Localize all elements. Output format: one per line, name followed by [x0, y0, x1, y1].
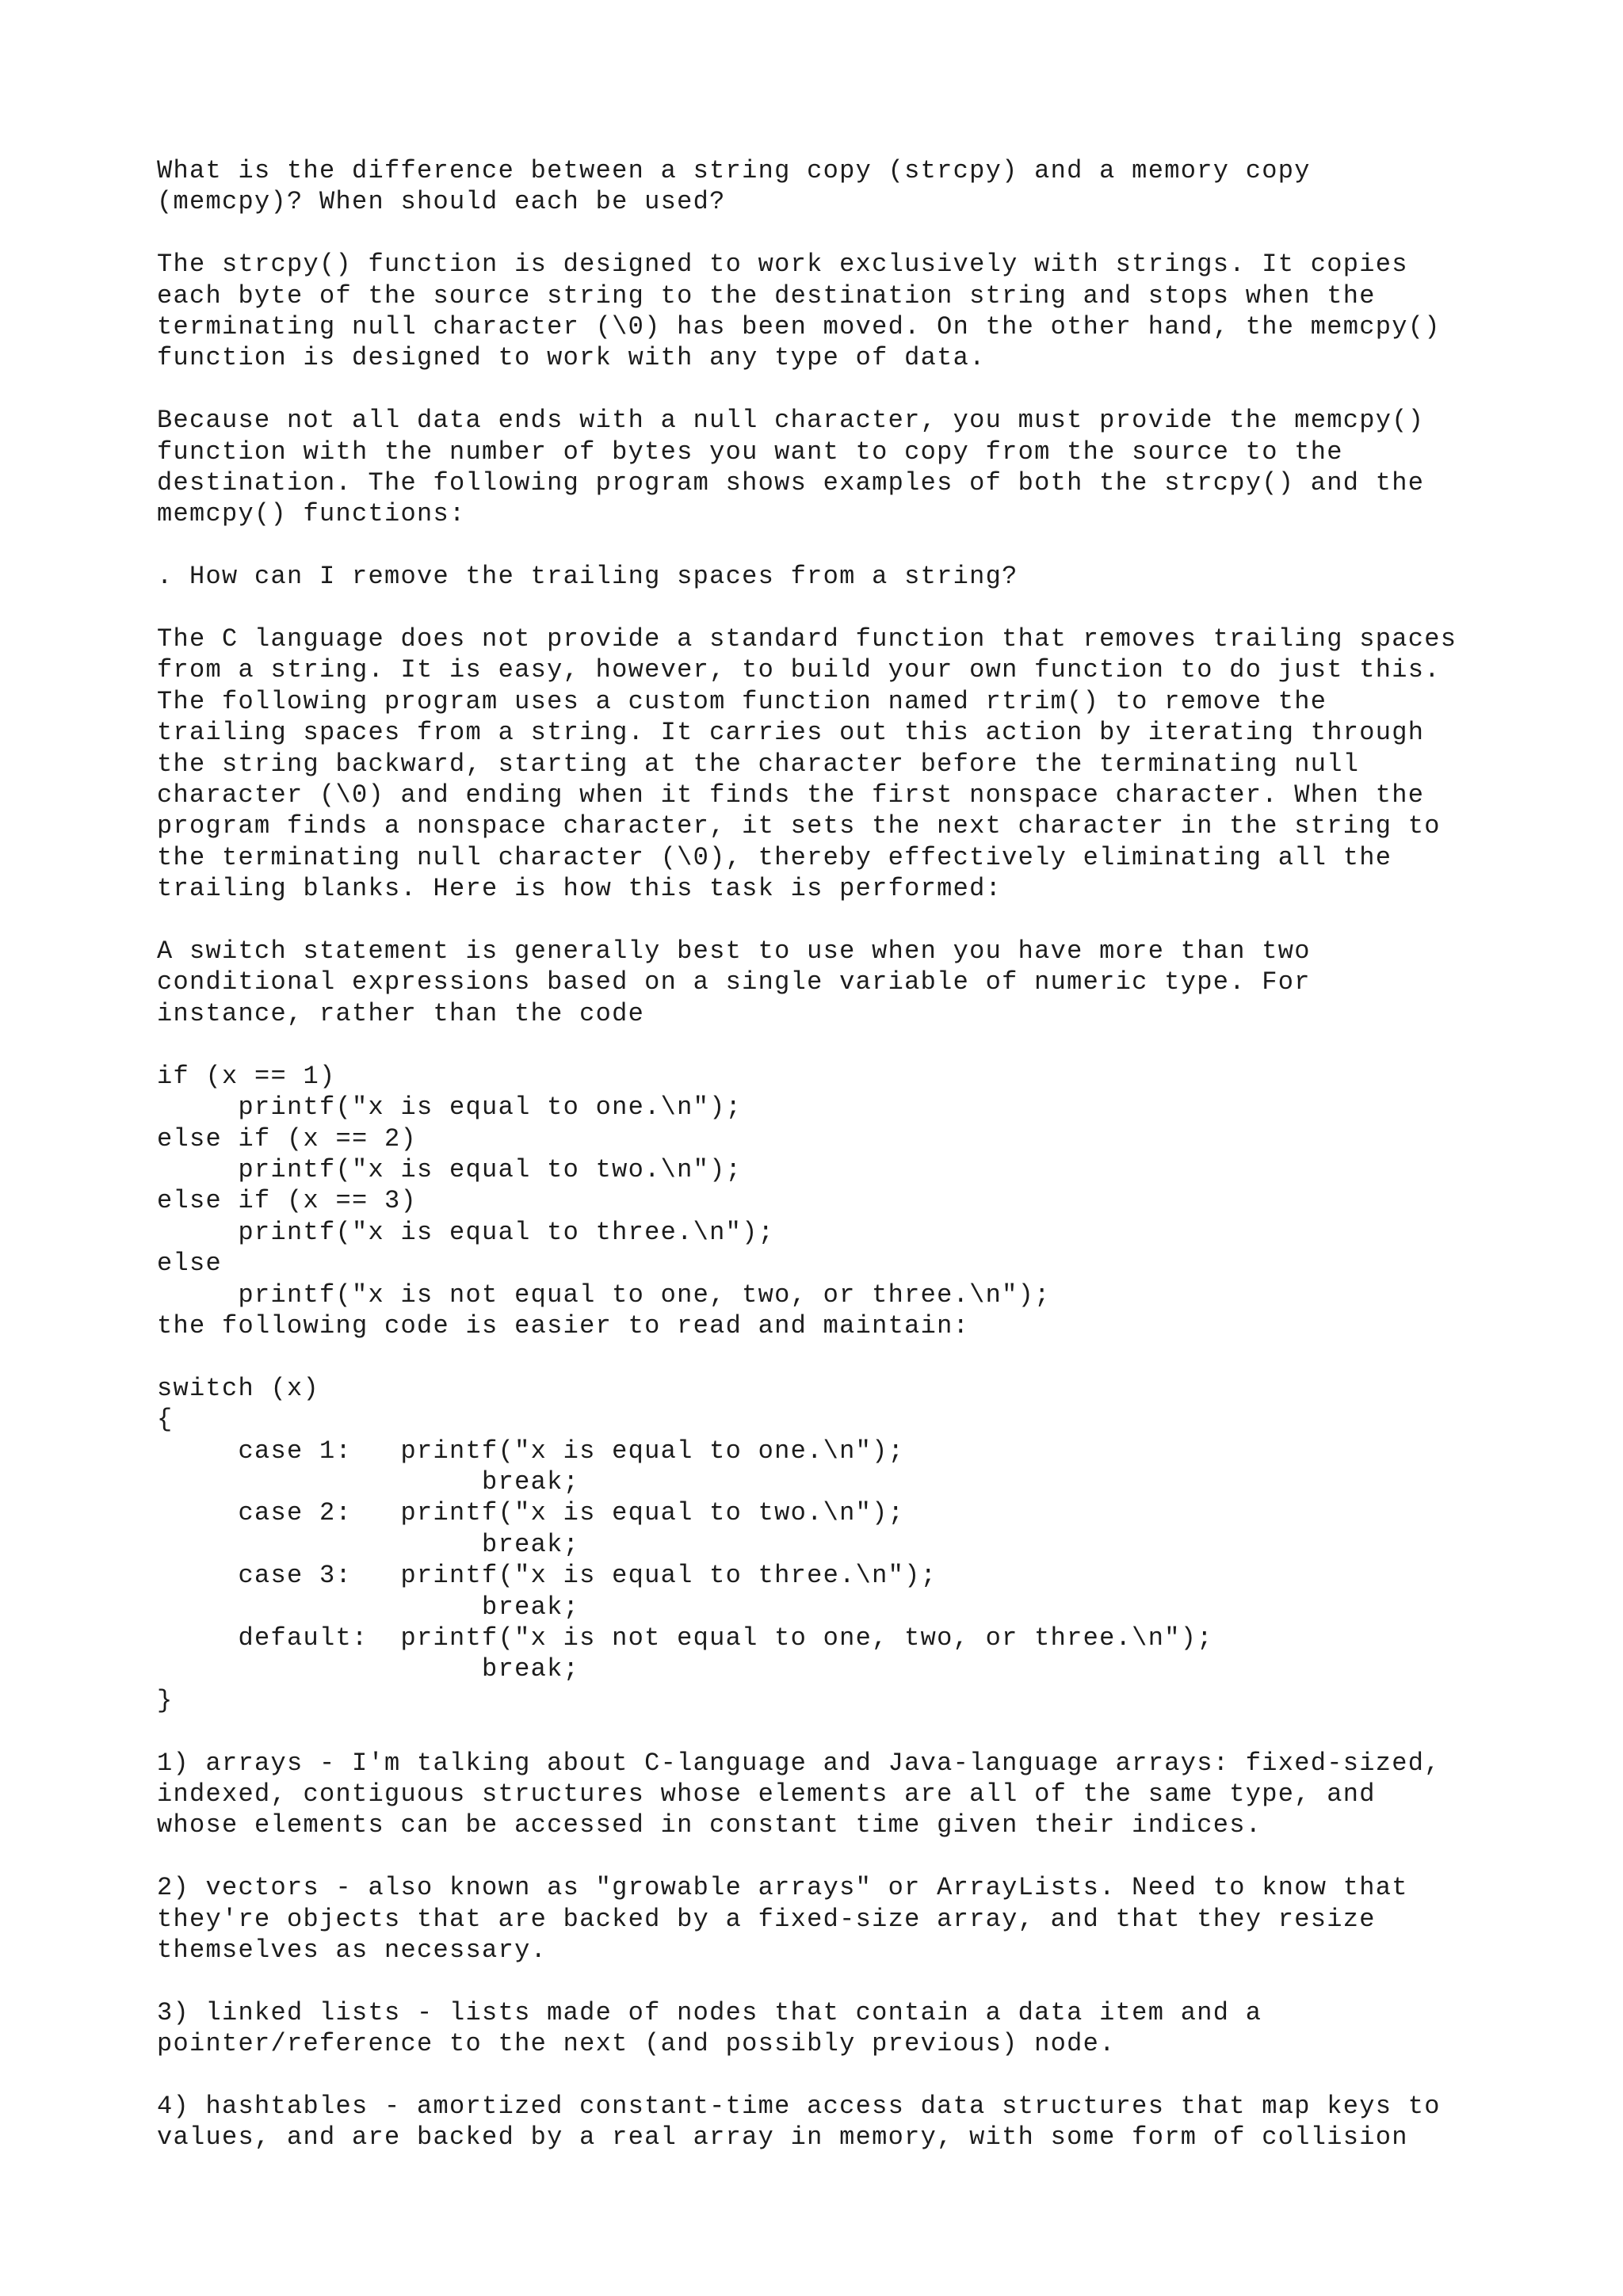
paragraph-strcpy-description: The strcpy() function is designed to work exclusively with strings. It copies each byte of the source string to the destination string and stops when the terminating null character (\0) has been moved. On the other hand, the memcpy() function is designed to work with any type of data. [157, 250, 1441, 373]
list-item-arrays: 1) arrays - I'm talking about C-language and Java-language arrays: fixed-sized, indexed, contiguous structures whose elements are all of the same type, and whose elements can be accessed in constant time given their indices. [157, 1748, 1441, 1840]
code-switch: switch (x) { case 1: printf("x is equal to one.\n"); break; case 2: printf("x is equal to two.\n"); break; case 3: printf("x is equal to three.\n"); break; default: printf("x is not equal to one, two, or three.\n"); break; } [157, 1373, 1213, 1715]
list-item-hashtables: 4) hashtables - amortized constant-time access data structures that map keys to values, and are backed by a real array in memory, with some form of collision [157, 2092, 1441, 2153]
paragraph-switch-intro: A switch statement is generally best to use when you have more than two conditional expressions based on a single variable of numeric type. For instance, rather than the code [157, 936, 1311, 1028]
code-if-else: if (x == 1) printf("x is equal to one.\n"); else if (x == 2) printf("x is equal to two.\n"); else if (x == 3) printf("x is equal to three.\n"); else printf("x is not equal to one, two, or three.\n"); the following code is easier to read and maintain: [157, 1061, 1051, 1341]
question-trailing-spaces: . How can I remove the trailing spaces from a string? [157, 562, 1018, 592]
question-strcpy-memcpy: What is the difference between a string copy (strcpy) and a memory copy (memcpy)? When should each be used? [157, 156, 1311, 217]
list-item-linked-lists: 3) linked lists - lists made of nodes that contain a data item and a pointer/reference to the next (and possibly previous) node. [157, 1997, 1262, 2059]
paragraph-rtrim: The C language does not provide a standard function that removes trailing spaces from a string. It is easy, however, to build your own function to do just this. The following program uses a custom function named rtrim() to remove the trailing spaces from a string. It carries out this action by iterating through the string backward, starting at the character before the terminating null character (\0) and ending when it finds the first nonspace character. When the program finds a nonspace character, it sets the next character in the string to the terminating null character (\0), thereby effectively eliminating all the trailing blanks. Here is how this task is performed: [157, 624, 1457, 904]
paragraph-memcpy-bytes: Because not all data ends with a null character, you must provide the memcpy() function with the number of bytes you want to copy from the source to the destination. The following program shows examples of both the strcpy() and the memcpy() functions: [157, 406, 1425, 529]
list-item-vectors: 2) vectors - also known as "growable arrays" or ArrayLists. Need to know that they're objects that are backed by a fixed-size array, and that they resize themselves as necessary. [157, 1873, 1408, 1966]
document-page [157, 155, 1583, 2184]
